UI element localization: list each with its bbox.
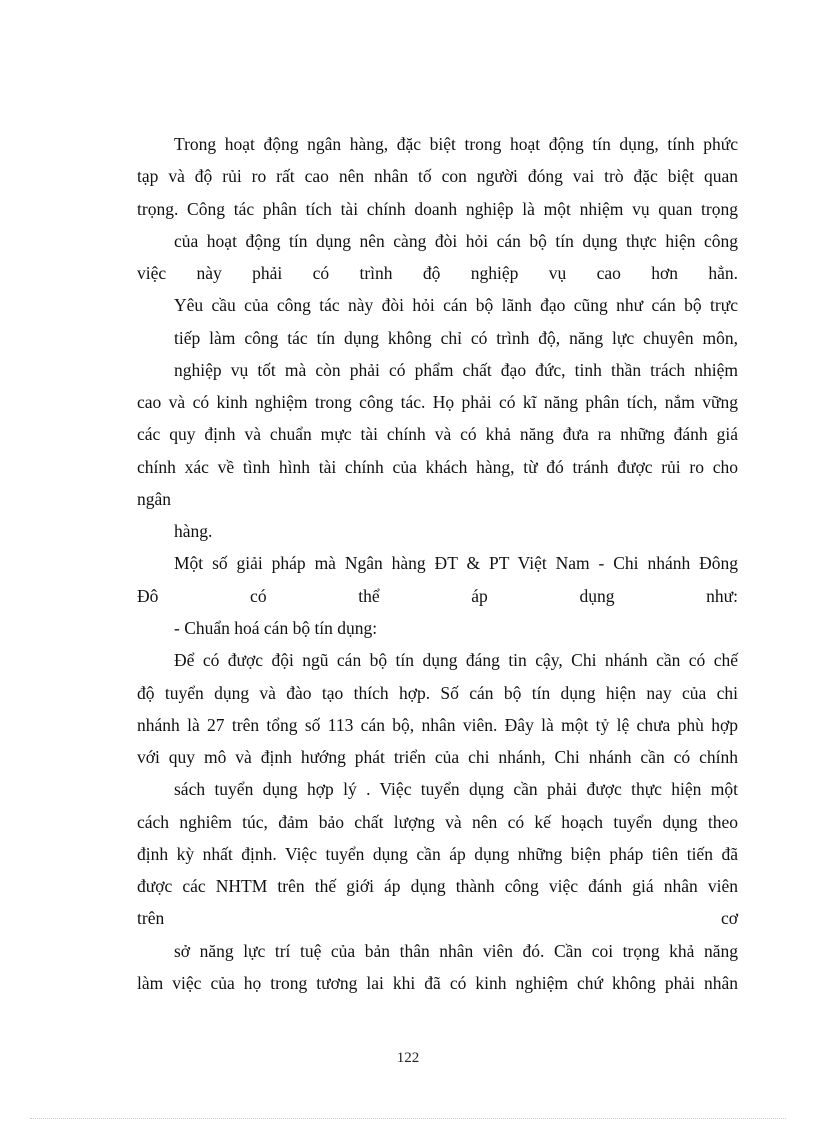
paragraph-line: với quy mô và định hướng phát triển của chi nhánh, Chi nhánh cần có chính (137, 747, 738, 767)
footer-divider (30, 1118, 786, 1119)
paragraph-line: nhánh là 27 trên tổng số 113 cán bộ, nhân viên. Đây là một tỷ lệ chưa phù hợp (137, 715, 738, 735)
paragraph-line: được các NHTM trên thế giới áp dụng thành công việc đánh giá nhân viên (137, 876, 738, 896)
paragraph-line: các quy định và chuẩn mực tài chính và có khả năng đưa ra những đánh giá (137, 424, 738, 444)
paragraph-line: cao và có kinh nghiệm trong công tác. Họ phải có kĩ năng phân tích, nắm vững (137, 392, 738, 412)
paragraph-line: Yêu cầu của công tác này đòi hỏi cán bộ lãnh đạo cũng như cán bộ trực (174, 295, 738, 315)
paragraph-line: của hoạt động tín dụng nên càng đòi hỏi cán bộ tín dụng thực hiện công (174, 231, 738, 251)
paragraph-line: nghiệp vụ tốt mà còn phải có phẩm chất đạo đức, tinh thần trách nhiệm (174, 360, 738, 380)
paragraph-line: Để có được đội ngũ cán bộ tín dụng đáng tin cậy, Chi nhánh cần có chế (174, 650, 738, 670)
paragraph-line: tiếp làm công tác tín dụng không chỉ có trình độ, năng lực chuyên môn, (174, 328, 738, 348)
paragraph-line: sách tuyển dụng hợp lý . Việc tuyển dụng cần phải được thực hiện một (174, 779, 738, 799)
paragraph-line: định kỳ nhất định. Việc tuyển dụng cần áp dụng những biện pháp tiên tiến đã (137, 844, 738, 864)
paragraph-line: việc này phải có trình độ nghiệp vụ cao hơn hẳn. (137, 263, 738, 283)
paragraph-line: trọng. Công tác phân tích tài chính doanh nghiệp là một nhiệm vụ quan trọng (137, 199, 738, 219)
paragraph-line: Đô có thể áp dụng như: (137, 586, 738, 606)
paragraph-line: tạp và độ rủi ro rất cao nên nhân tố con người đóng vai trò đặc biệt quan (137, 166, 738, 186)
paragraph-line: Một số giải pháp mà Ngân hàng ĐT & PT Việt Nam - Chi nhánh Đông (174, 553, 738, 573)
page-number: 122 (396, 1050, 420, 1066)
paragraph-line: trên cơ (137, 908, 738, 928)
paragraph-line: Trong hoạt động ngân hàng, đặc biệt trong hoạt động tín dụng, tính phức (174, 134, 738, 154)
paragraph-line: cách nghiêm túc, đảm bảo chất lượng và nên có kế hoạch tuyển dụng theo (137, 812, 738, 832)
paragraph-line: sở năng lực trí tuệ của bản thân nhân viên đó. Cần coi trọng khả năng (174, 941, 738, 961)
paragraph-line: chính xác về tình hình tài chính của khách hàng, từ đó tránh được rủi ro cho (137, 457, 738, 477)
paragraph-line: độ tuyển dụng và đào tạo thích hợp. Số cán bộ tín dụng hiện nay của chi (137, 683, 738, 703)
paragraph-line: hàng. (174, 521, 213, 541)
paragraph-line: - Chuẩn hoá cán bộ tín dụng: (174, 618, 378, 638)
paragraph-line: ngân (137, 489, 172, 509)
paragraph-line: làm việc của họ trong tương lai khi đã có kinh nghiệm chứ không phải nhân (137, 973, 738, 993)
